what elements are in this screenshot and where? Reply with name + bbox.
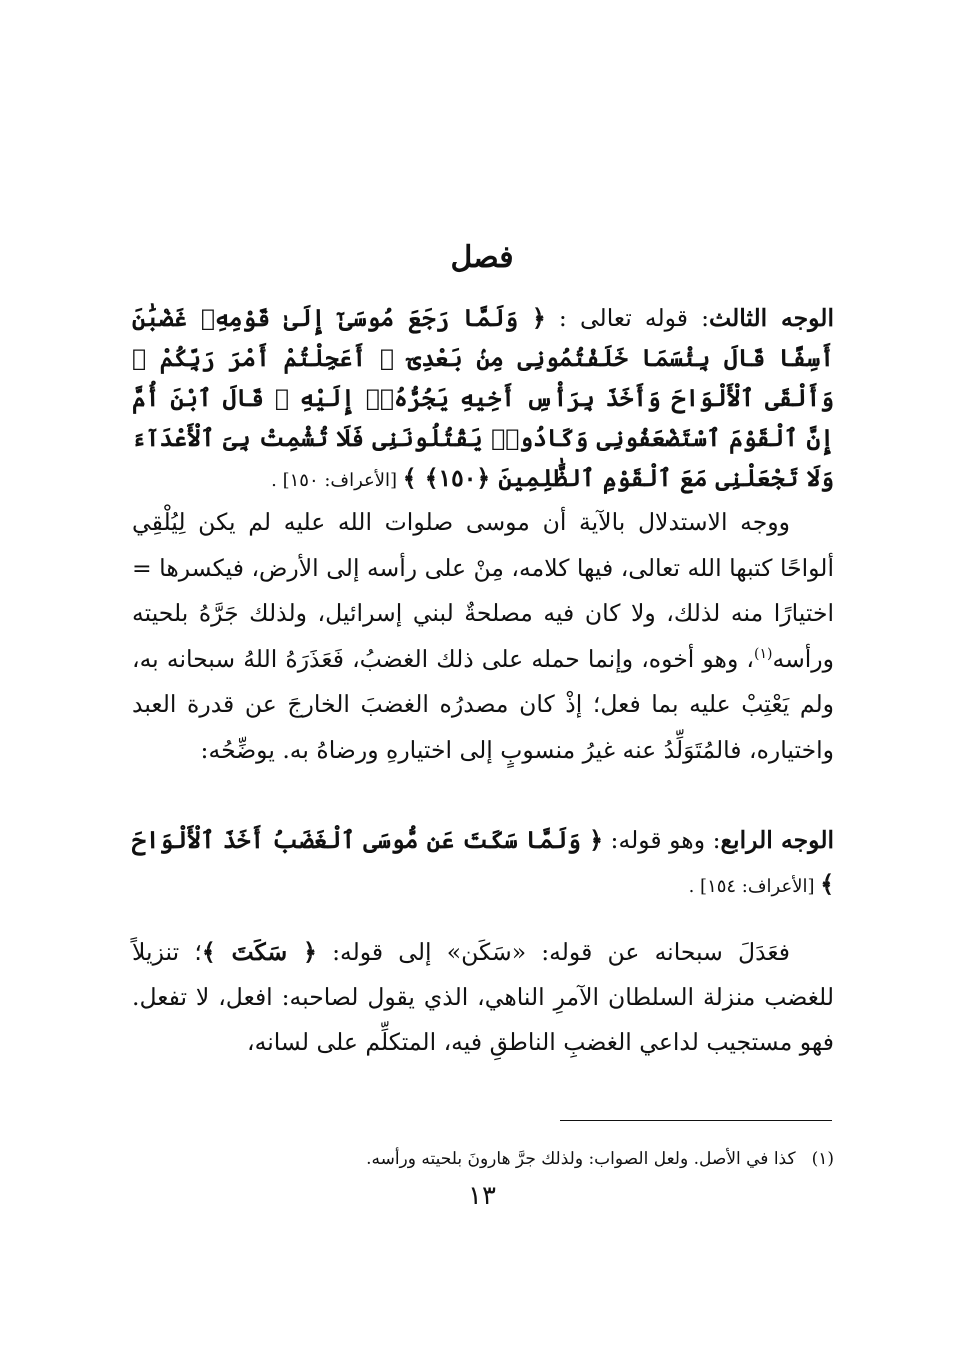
inference-text-b: ، وهو أخوه، وإنما حمله على ذلك الغضبُ، فَعَذَرَهُ اللهُ سبحانه به، ولم يَعْتِبْ عليه بما فعل؛ إذْ كان مصدرُه الغضبَ الخارجَ عن قدرة العبد واختياره، فالمُتَوَلِّدُ عنه غيرُ منسوبٍ إلى اختيارهِ ورضاهُ به. يوضِّحُه:: [132, 644, 834, 764]
inference-text-a: ووجه الاستدلال بالآية أن موسى صلوات الله عليه لم يكن لِيُلْقِي ألواحًا كتبها الله تعالى، فيها كلامه، مِنْ على رأسه إلى الأرض، فيكسرها = اختيارًا منه لذلك، ولا كان فيه مصلحةٌ لبني إسرائيل، ولذلك جَرَّهُ بلحيته ورأسه: [132, 508, 834, 673]
explanation-text-a: فعَدَلَ سبحانه عن قوله: «سَكَن» إلى قوله:: [316, 938, 790, 966]
third-aspect-intro: : قوله تعالى :: [545, 304, 710, 332]
paragraph-inference: [132, 500, 834, 773]
fourth-aspect-label: الوجه الرابع: [720, 826, 835, 854]
footnote-marker[interactable]: (١): [754, 645, 773, 662]
footnote-separator: [560, 1120, 832, 1121]
verse-reference-154: [الأعراف: ١٥٤] .: [688, 876, 821, 897]
paragraph-explanation: [132, 930, 834, 1065]
quran-word-sakata: ﴿ سَكَتَ ﴾: [201, 938, 317, 966]
footnote: [132, 1144, 834, 1174]
quran-verse-araf-150: ﴿ وَلَمَّا رَجَعَ مُوسَىٰٓ إِلَىٰ قَوْمِهِۦ غَضْبَٰنَ أَسِفًا قَالَ بِئْسَمَا خَلَفْتُمُونِى مِنۢ بَعْدِىٓ ۖ أَعَجِلْتُمْ أَمْرَ رَبِّكُمْ ۖ وَأَلْقَى ٱلْأَلْوَاحَ وَأَخَذَ بِرَأْسِ أَخِيهِ يَجُرُّهُۥٓ إِلَيْهِ ۚ قَالَ ٱبْنَ أُمَّ إِنَّ ٱلْقَوْمَ ٱسْتَضْعَفُونِى وَكَادُوا۟ يَقْتُلُونَنِى فَلَا تُشْمِتْ بِىَ ٱلْأَعْدَآءَ وَلَا تَجْعَلْنِى مَعَ ٱلْقَوْمِ ٱلظَّٰلِمِينَ ﴿١٥٠﴾ ﴾: [132, 304, 834, 492]
paragraph-third-aspect: [132, 298, 834, 501]
page-number: ١٣: [468, 1181, 496, 1211]
verse-reference-150: [الأعراف: ١٥٠] .: [271, 470, 403, 491]
fourth-aspect-intro: : وهو قوله:: [603, 826, 721, 854]
third-aspect-label: الوجه الثالث: [709, 304, 834, 332]
quran-verse-araf-154: ﴿ وَلَمَّا سَكَتَ عَن مُّوسَى ٱلْغَضَبُ أَخَذَ ٱلْأَلْوَاحَ ﴾: [132, 826, 834, 898]
explanation-text-b: ؛ تنزيلاً للغضب منزلة السلطان الآمرِ الناهي، الذي يقول لصاحبه: افعل، لا تفعل. فهو مستجيب لداعي الغضبِ الناطقِ فيه، المتكلِّم على لسانه،: [132, 938, 834, 1056]
footnote-text: كذا في الأصل. ولعل الصواب: ولذلك جرَّ هارونَ بلحيته ورأسه.: [366, 1149, 796, 1169]
section-heading: فصل: [450, 240, 514, 275]
paragraph-fourth-aspect: [132, 818, 834, 909]
footnote-number: (١): [811, 1149, 834, 1169]
